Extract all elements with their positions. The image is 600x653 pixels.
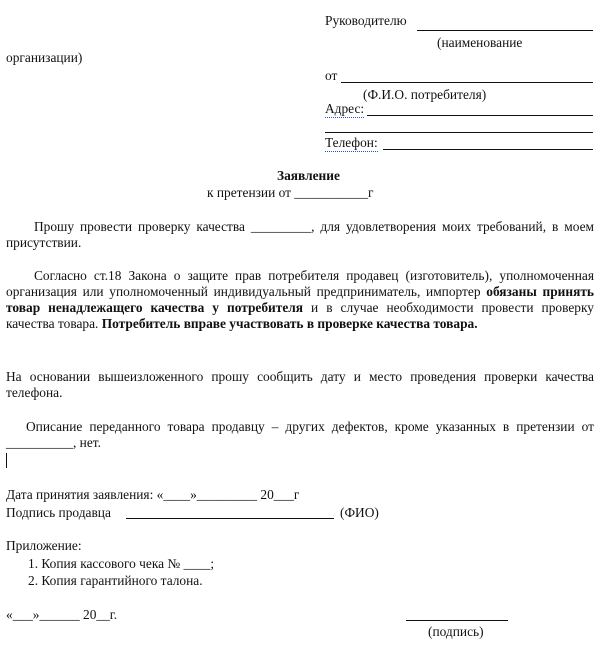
text-cursor [6,453,7,468]
paragraph-request-text: Прошу провести проверку качества _________, для удовлетворения моих требований, в моем присутствии. [6,219,594,250]
attachment-item-warranty: 2. Копия гарантийного талона. [28,573,203,588]
seller-fio-hint: (ФИО) [340,505,379,520]
address-line-1[interactable] [367,115,593,116]
org-name-hint: (наименование [437,35,523,50]
paragraph-law-text [6,268,594,332]
address-line-2[interactable] [325,132,593,133]
org-name-hint-cont: организации) [6,50,83,65]
from-label: от [325,68,338,83]
phone-label: Телефон: [325,135,378,150]
paragraph-description-text: Описание переданного товара продавцу – других дефектов, кроме указанных в претензии от __________, нет. [6,419,594,450]
paragraph-request [6,219,594,251]
seller-signature-line[interactable] [126,518,334,519]
law-text-bold-1: обязаны принять товар ненадлежащего качества у потребителя [6,284,594,315]
footer-date: «___»______ 20__г. [6,607,118,622]
law-text-bold-2: Потребитель вправе участвовать в проверке качества товара. [101,316,478,331]
paragraph-request-date [6,369,594,401]
law-text-start: Согласно ст.18 Закона о защите прав потребителя продавец (изготовитель), уполномоченная организация или уполномоченный индивидуальный предприниматель, импортер [6,268,594,299]
attachment-item-receipt: 1. Копия кассового чека № ____; [28,556,215,571]
footer-signature-line[interactable] [406,620,508,621]
from-line[interactable] [341,82,593,83]
acceptance-date-label: Дата принятия заявления: «____»_________ 20___г [6,487,300,502]
attachments-title: Приложение: [6,538,82,553]
paragraph-request-date-text: На основании вышеизложенного прошу сообщить дату и место проведения проверки качества телефона. [6,369,594,400]
document-subtitle: к претензии от ___________г [207,185,374,200]
signature-hint: (подпись) [428,624,484,639]
paragraph-law [6,268,594,332]
phone-line[interactable] [383,149,593,150]
address-label: Адрес: [325,101,365,116]
law-text-mid: и в случае необходимости провести проверку качества товара. [6,300,594,331]
addressee-line[interactable] [417,30,593,31]
paragraph-description [6,419,594,451]
document-title: Заявление [277,168,340,183]
seller-signature-label: Подпись продавца [6,505,111,520]
addressee-label: Руководителю [325,13,407,28]
consumer-fio-hint: (Ф.И.О. потребителя) [363,87,487,102]
